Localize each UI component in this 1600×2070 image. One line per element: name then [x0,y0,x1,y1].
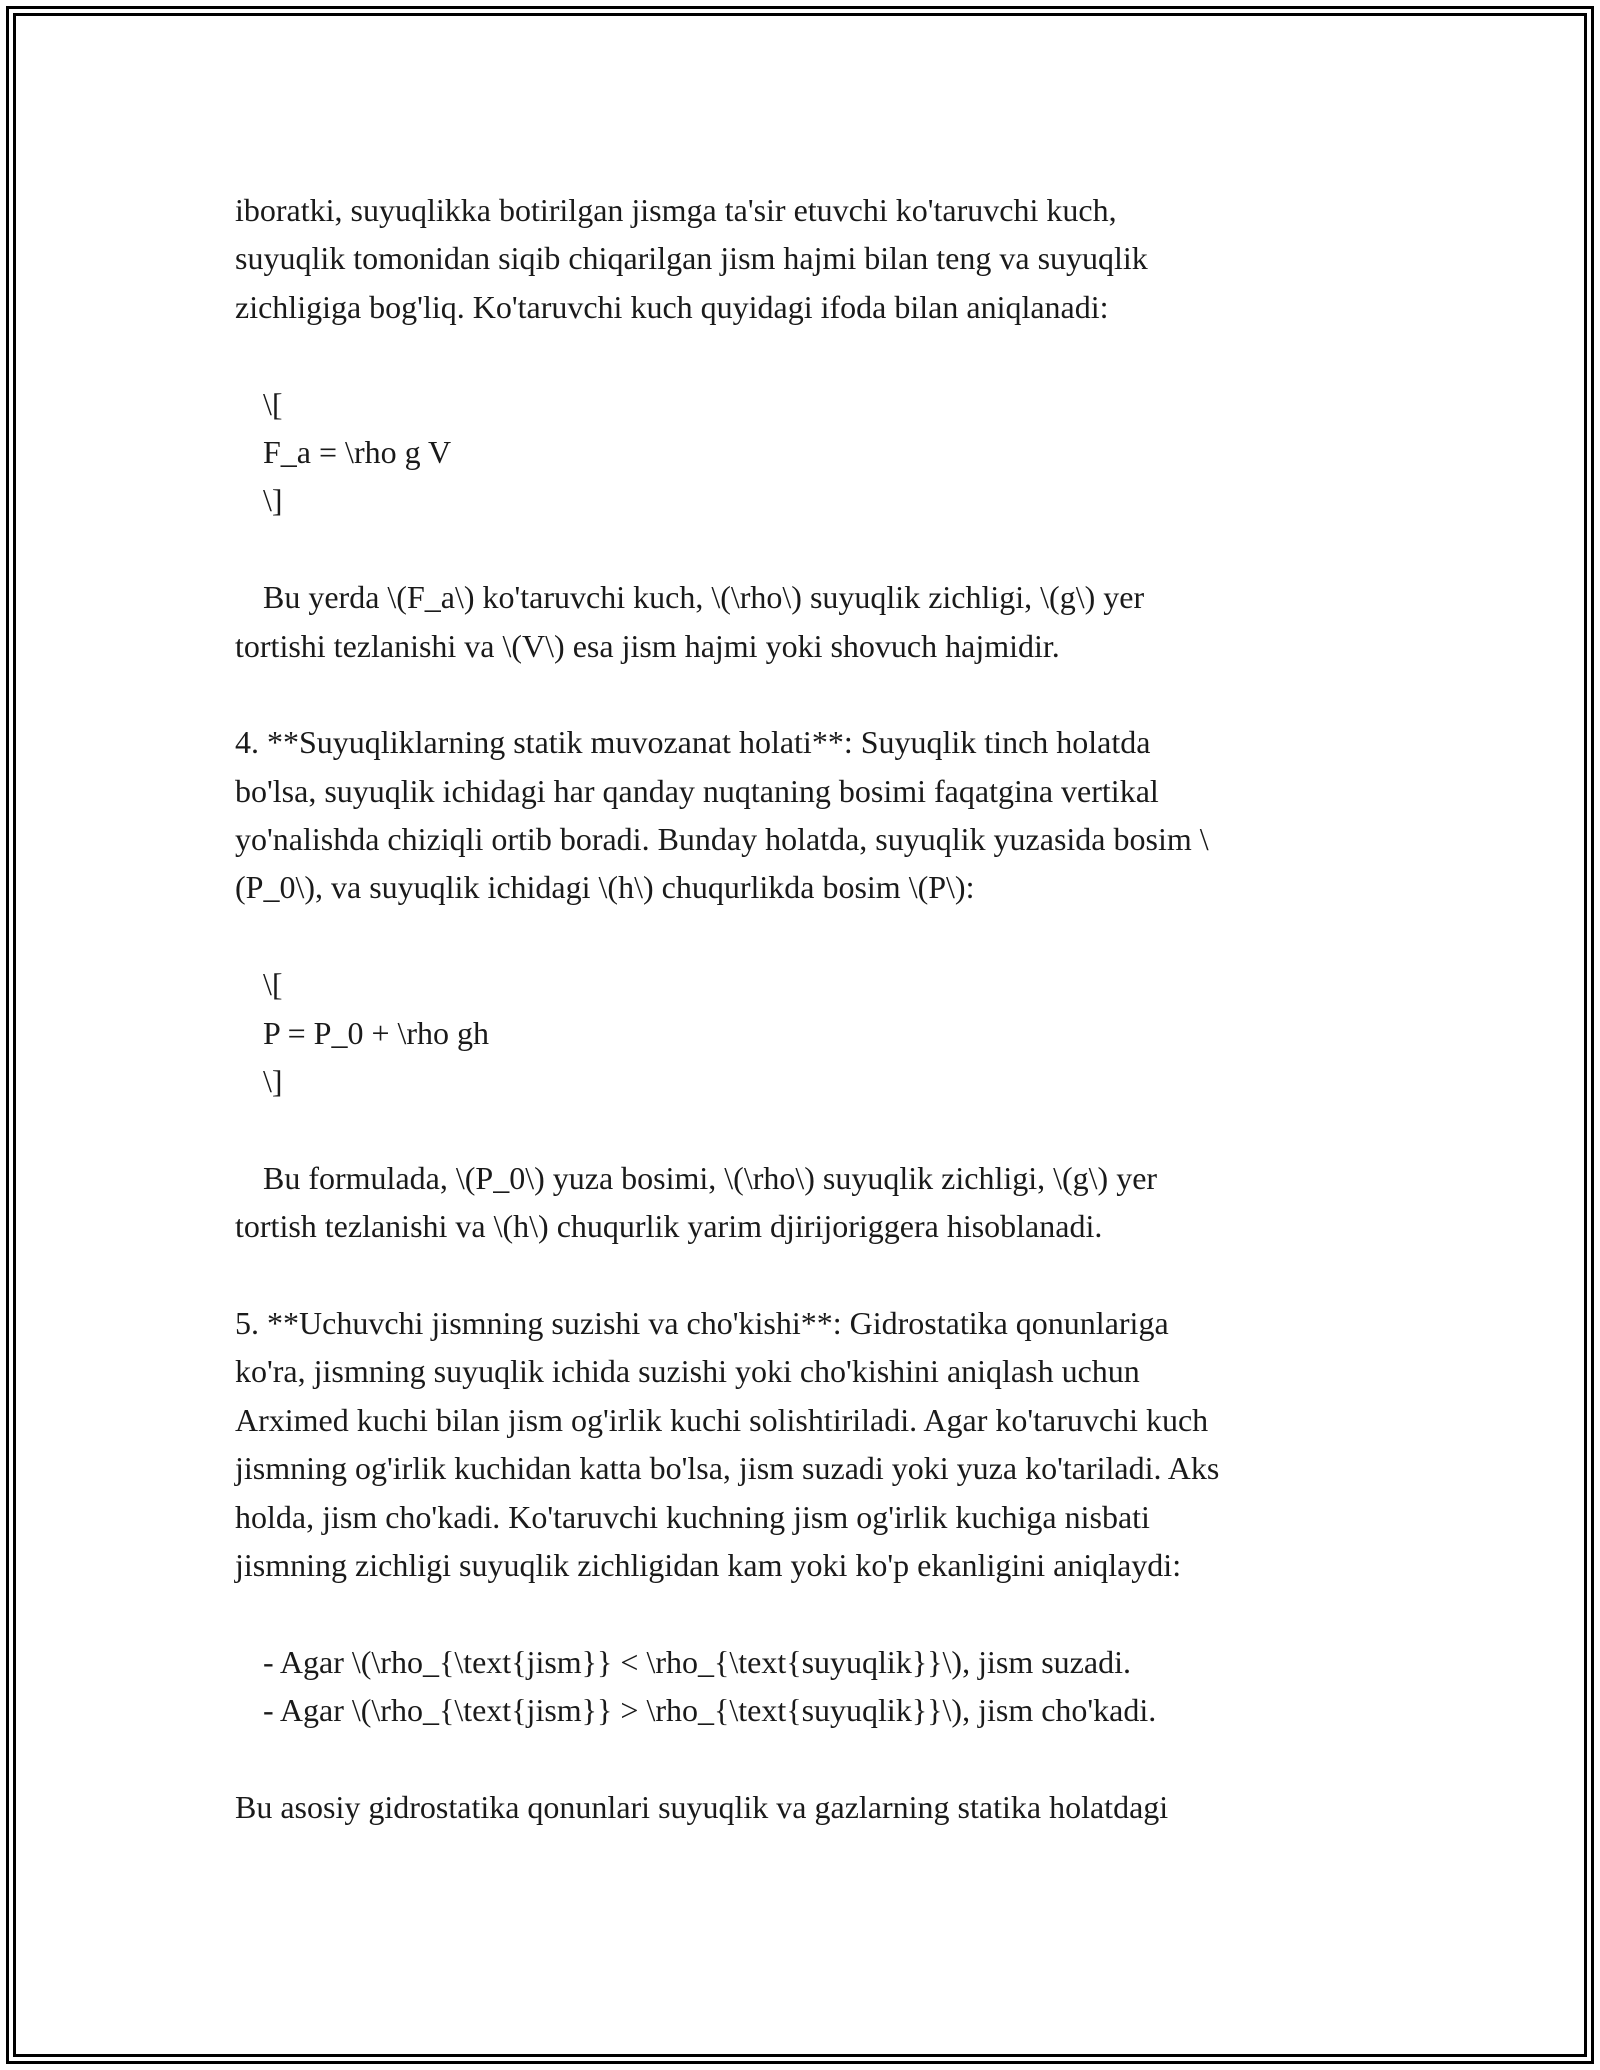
text-line: jismning og'irlik kuchidan katta bo'lsa, jism suzadi yoki yuza ko'tariladi. Aks [235,1450,1220,1487]
text-line: Bu formulada, \(P_0\) yuza bosimi, \(\rho\) suyuqlik zichligi, \(g\) yer [263,1159,1158,1196]
section-4-heading: 4. **Suyuqliklarning statik muvozanat holati**: Suyuqlik tinch holatda [235,724,1151,761]
text-line: Bu yerda \(F_a\) ko'taruvchi kuch, \(\rho\) suyuqlik zichligi, \(g\) yer [263,579,1145,616]
text-line: jismning zichligi suyuqlik zichligidan kam yoki ko'p ekanligini aniqlaydi: [235,1546,1182,1583]
blank-line [235,670,1375,718]
text-line: Arximed kuchi bilan jism og'irlik kuchi solishtiriladi. Agar ko'taruvchi kuch [235,1401,1209,1438]
text-line: zichligiga bog'liq. Ko'taruvchi kuch quyidagi ifoda bilan aniqlanadi: [235,288,1109,325]
blank-line [235,1735,1375,1783]
document-body [235,186,1375,1831]
text-line: tortishi tezlanishi va \(V\) esa jism hajmi yoki shovuch hajmidir. [235,627,1060,664]
blank-line [235,912,1375,960]
text-line: ko'ra, jismning suyuqlik ichida suzishi yoki cho'kishini aniqlash uchun [235,1353,1140,1390]
blank-line [235,1589,1375,1637]
formula-open: \[ [263,966,283,1003]
formula-archimedes: F_a = \rho g V [263,433,452,470]
blank-line [235,331,1375,379]
formula-close: \] [263,1063,283,1100]
list-item: - Agar \(\rho_{\text{jism}} > \rho_{\text{suyuqlik}}\), jism cho'kadi. [263,1692,1157,1729]
text-line: iboratki, suyuqlikka botirilgan jismga ta'sir etuvchi ko'taruvchi kuch, [235,192,1117,228]
formula-pressure: P = P_0 + \rho gh [263,1014,490,1051]
blank-line [235,1251,1375,1299]
blank-line [235,525,1375,573]
list-item: - Agar \(\rho_{\text{jism}} < \rho_{\text{suyuqlik}}\), jism suzadi. [263,1643,1131,1680]
text-line: yo'nalishda chiziqli ortib boradi. Bunday holatda, suyuqlik yuzasida bosim \ [235,821,1209,858]
text-line: suyuqlik tomonidan siqib chiqarilgan jism hajmi bilan teng va suyuqlik [235,240,1148,277]
text-line: tortish tezlanishi va \(h\) chuqurlik yarim djirijoriggera hisoblanadi. [235,1208,1103,1245]
section-5-heading: 5. **Uchuvchi jismning suzishi va cho'kishi**: Gidrostatika qonunlariga [235,1304,1169,1341]
text-line: (P_0\), va suyuqlik ichidagi \(h\) chuqurlikda bosim \(P\): [235,869,975,906]
text-line: holda, jism cho'kadi. Ko'taruvchi kuchning jism og'irlik kuchiga nisbati [235,1498,1150,1535]
blank-line [235,1105,1375,1153]
formula-open: \[ [263,385,283,422]
formula-close: \] [263,482,283,519]
text-line: Bu asosiy gidrostatika qonunlari suyuqlik va gazlarning statika holatdagi [235,1788,1169,1825]
text-line: bo'lsa, suyuqlik ichidagi har qanday nuqtaning bosimi faqatgina vertikal [235,772,1159,809]
